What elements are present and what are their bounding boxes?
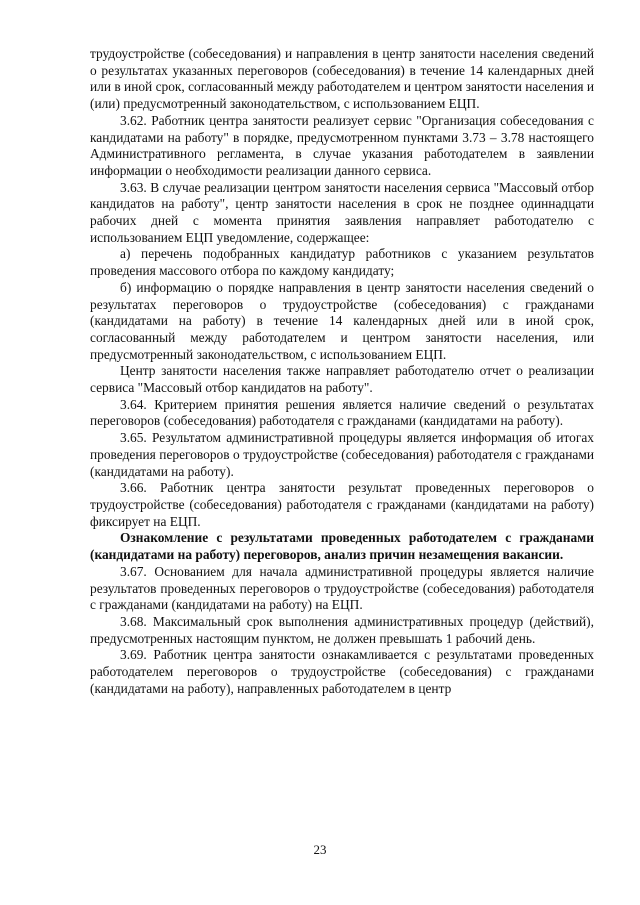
paragraph-3-65: 3.65. Результатом административной процедуры является информация об итогах проведения переговоров о трудоустройстве (собеседования) работодателя с гражданами (кандидатами на работу). bbox=[90, 430, 594, 479]
paragraph-continuation: трудоустройстве (собеседования) и направления в центр занятости населения сведений о результатах указанных переговоров (собеседования) в течение 14 календарных дней или в иной срок, согласованный между работодателем и центром занятости населения и (или) предусмотренный законодательством, с использованием ЕЦП. bbox=[90, 46, 595, 112]
section-heading: Ознакомление с результатами проведенных работодателем с гражданами (кандидатами на работу) переговоров, анализ причин незамещения вакансии. bbox=[90, 530, 594, 563]
paragraph-3-62: 3.62. Работник центра занятости реализует сервис "Организация собеседования с кандидатами на работу" в порядке, предусмотренном пунктами 3.73 – 3.78 настоящего Административного регламента, в случае указания работодателем в заявлении информации о необходимости реализации данного сервиса. bbox=[90, 112, 594, 178]
document-page bbox=[90, 46, 594, 697]
page-number: 23 bbox=[313, 842, 327, 857]
paragraph-report: Центр занятости населения также направляет работодателю отчет о реализации сервиса "Массовый отбор кандидатов на работу". bbox=[90, 363, 594, 396]
paragraph-3-69: 3.69. Работник центра занятости ознакамливается с результатами проведенных работодателем переговоров о трудоустройстве (собеседования) с гражданами (кандидатами на работу), направленных работодателем в центр bbox=[90, 647, 594, 696]
subitem-a: а) перечень подобранных кандидатур работников с указанием результатов проведения массового отбора по каждому кандидату; bbox=[90, 246, 594, 279]
paragraph-3-64: 3.64. Критерием принятия решения является наличие сведений о результатах переговоров (собеседования) работодателя с гражданами (кандидатами на работу). bbox=[90, 396, 594, 429]
paragraph-3-63: 3.63. В случае реализации центром занятости населения сервиса "Массовый отбор кандидатов на работу", центр занятости населения в срок не позднее одиннадцати рабочих дней с момента принятия заявления направляет работодателю с использованием ЕЦП уведомление, содержащее: bbox=[90, 179, 594, 245]
paragraph-3-67: 3.67. Основанием для начала административной процедуры является наличие результатов проведенных переговоров о трудоустройстве (собеседования) работодателя с гражданами (кандидатами на работу) на ЕЦП. bbox=[90, 563, 594, 613]
paragraph-3-68: 3.68. Максимальный срок выполнения административных процедур (действий), предусмотренных настоящим пунктом, не должен превышать 1 рабочий день. bbox=[90, 613, 594, 646]
paragraph-3-66: 3.66. Работник центра занятости результат проведенных переговоров о трудоустройстве (собеседования) работодателя с гражданами (кандидатами на работу) фиксирует на ЕЦП. bbox=[90, 480, 594, 529]
subitem-b: б) информацию о порядке направления в центр занятости населения сведений о результатах переговоров о трудоустройстве (собеседования) с гражданами (кандидатами на работу) в течение 14 календарных дней или в иной срок, согласованный между работодателем и центром занятости населения, или предусмотренный законодательством, с использованием ЕЦП. bbox=[90, 279, 594, 362]
